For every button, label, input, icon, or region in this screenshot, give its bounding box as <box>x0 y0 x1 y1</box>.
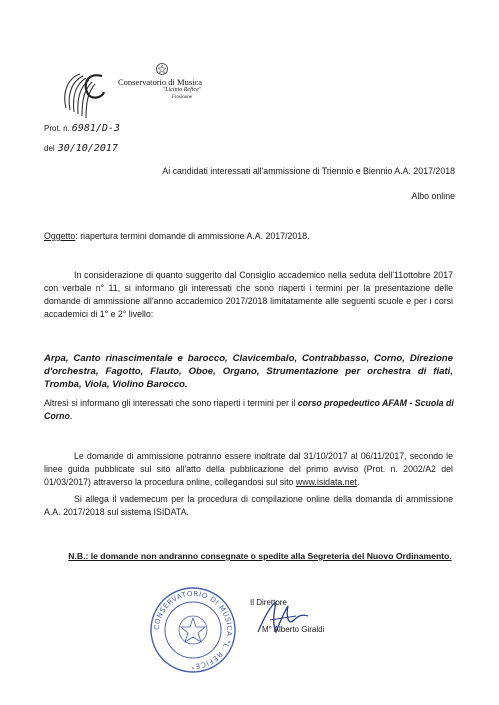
institution-subtitle: "Licinio Refice" <box>162 87 202 93</box>
subject-line <box>44 230 464 243</box>
official-stamp <box>148 585 238 675</box>
signature-role: Il Direttore <box>250 598 287 607</box>
addressee: Ai candidati interessati all'ammissione di Triennio e Biennio A.A. 2017/2018 <box>162 166 455 176</box>
paragraph-considerazione: In considerazione di quanto suggerito dal Consiglio accademico nella seduta dell'11ottobre 2017 con verbale n° 11, si informano gli interessati che sono riaperti i termini per la presentazione delle domande di ammissione all'anno accademico 2017/2018 limitatamente alle seguenti scuole e per i corsi accademici di 1° e 2° livello: <box>44 270 453 319</box>
altresi-course: corso propedeutico AFAM - Scuola di Corno <box>44 398 454 421</box>
isidata-link[interactable]: www.isidata.net <box>295 477 357 487</box>
republic-emblem-icon <box>155 62 169 76</box>
institution-city: Frosinone <box>172 95 192 100</box>
institution-name: Conservatorio di Musica <box>118 77 203 87</box>
conservatory-logo <box>58 68 108 120</box>
courses-list: Arpa, Canto rinascimentale e barocco, Clavicembalo, Contrabbasso, Corno, Direzione d'orchestra, Fagotto, Flauto, Oboe, Organo, Strumentazione per orchestra di fiati, Tromba, Viola, Violino Barocco. <box>44 353 453 390</box>
altresi-text: Altresì si informano gli interessati che sono riaperti i termini per il <box>44 398 298 408</box>
subject-text: : riapertura termini domande di ammissione A.A. 2017/2018. <box>75 231 310 241</box>
date-value: 30/10/2017 <box>57 143 118 154</box>
paragraph-altresi <box>44 397 456 423</box>
protocol-value: 6981/D-3 <box>71 123 120 134</box>
subject-label: Oggetto <box>44 231 76 241</box>
paragraph-domande <box>44 450 453 489</box>
date-label: del <box>44 144 55 153</box>
stamp-ring-text: CONSERVATORIO DI MUSICA "L. REFICE" <box>152 589 234 671</box>
protocol-number <box>44 123 120 134</box>
signature-name: M° Alberto Giraldi <box>262 625 325 634</box>
protocol-date <box>44 143 118 154</box>
altresi-end: . <box>69 411 73 421</box>
albo-online: Albo online <box>411 191 455 201</box>
domande-text: Le domande di ammissione potranno essere inoltrate dal 31/10/2017 al 06/11/2017, secondo le linee guida pubblicate sul sito all'atto della pubblicazione del primo avviso (Prot. n. 2002/A2 del 01/03/2017) attraverso la procedura online, collegandosi sul sito <box>44 451 453 487</box>
domande-end: . <box>356 477 360 487</box>
protocol-label: Prot. n. <box>44 124 70 133</box>
nb-note: N.B.: le domande non andranno consegnate o spedite alla Segreteria del Nuovo Ordinamento. <box>68 551 452 561</box>
paragraph-vademecum: Si allega il vademecum per la procedura di compilazione online della domanda di ammissione A.A. 2017/2018 sul sistema ISIDATA. <box>44 494 453 517</box>
